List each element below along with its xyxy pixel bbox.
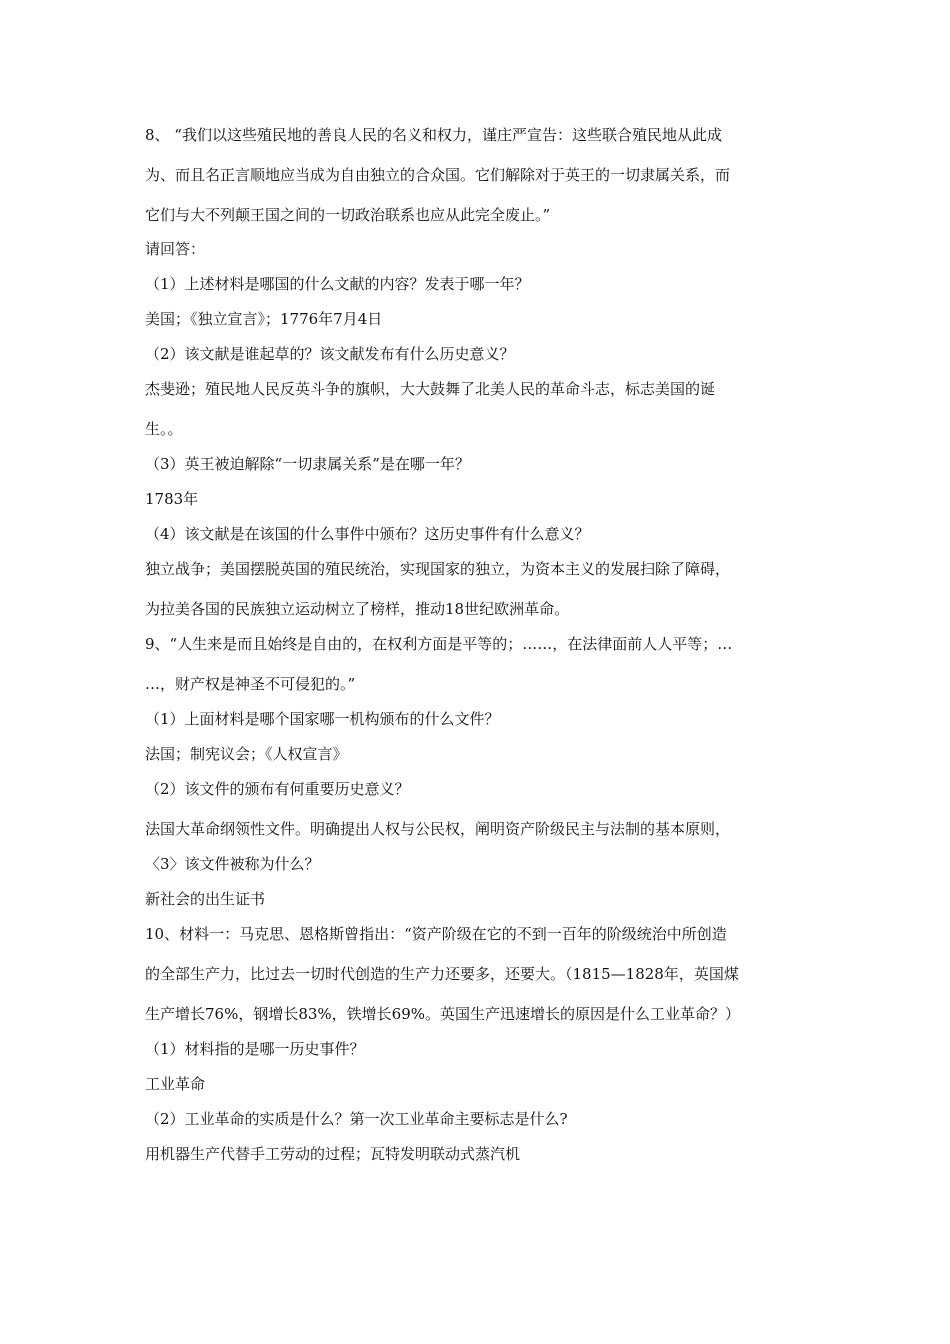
q8-material-line-2: 为、而且名正言顺地应当成为自由独立的合众国。它们解除对于英王的一切隶属关系，而: [145, 166, 731, 184]
q8-sub1-question: （1）上述材料是哪国的什么文献的内容？发表于哪一年？: [145, 275, 530, 293]
q9-sub1-answer: 法国；制宪议会；《人权宣言》: [145, 745, 348, 763]
q10-sub1-question: （1）材料指的是哪一历史事件？: [145, 1040, 365, 1058]
q9-material-line-2: …，财产权是神圣不可侵犯的。”: [145, 675, 356, 693]
q10-sub2-question: （2）工业革命的实质是什么？第一次工业革命主要标志是什么?: [145, 1110, 568, 1128]
q9-sub3-question: 〈3〉该文件被称为什么？: [145, 855, 320, 873]
q8-sub4-answer-line-2: 为拉美各国的民族独立运动树立了榜样，推动18世纪欧洲革命。: [145, 600, 570, 618]
q8-sub2-answer-line-2: 生。。: [145, 420, 183, 438]
q8-material-line-3: 它们与大不列颠王国之间的一切政治联系也应从此完全废止。”: [145, 206, 551, 224]
q9-sub2-question: （2）该文件的颁布有何重要历史意义？: [145, 780, 410, 798]
q9-sub3-answer: 新社会的出生证书: [145, 890, 266, 908]
q8-material-line-1: 8、 “我们以这些殖民地的善良人民的名义和权力，谨庄严宣告：这些联合殖民地从此成: [145, 126, 722, 144]
q10-material-line-3: 生产增长76%，钢增长83%，铁增长69%。英国生产迅速增长的原因是什么工业革命？）: [145, 1005, 741, 1023]
q8-sub2-answer-line-1: 杰斐逊；殖民地人民反英斗争的旗帜，大大鼓舞了北美人民的革命斗志，标志美国的诞: [145, 380, 716, 398]
q8-sub2-question: （2）该文献是谁起草的？该文献发布有什么历史意义？: [145, 345, 515, 363]
q10-sub2-answer: 用机器生产代替手工劳动的过程；瓦特发明联动式蒸汽机: [145, 1145, 521, 1163]
q9-sub2-answer: 法国大革命纲领性文件。明确提出人权与公民权，阐明资产阶级民主与法制的基本原则，: [145, 820, 731, 838]
q8-sub3-question: （3）英王被迫解除“一切隶属关系”是在哪一年？: [145, 455, 470, 473]
q8-sub4-answer-line-1: 独立战争；美国摆脱英国的殖民统治，实现国家的独立，为资本主义的发展扫除了障碍，: [145, 560, 731, 578]
q10-material-line-2: 的全部生产力，比过去一切时代创造的生产力还要多，还要大。（1815—1828年，英国煤: [145, 965, 739, 983]
q9-material-line-1: 9、“人生来是而且始终是自由的，在权利方面是平等的；……，在法律面前人人平等；…: [145, 635, 733, 653]
q10-sub1-answer: 工业革命: [145, 1075, 206, 1093]
q8-sub1-answer: 美国；《独立宣言》；1776年7月4日: [145, 310, 383, 328]
q8-prompt: 请回答：: [145, 240, 206, 258]
q9-sub1-question: （1）上面材料是哪个国家哪一机构颁布的什么文件？: [145, 710, 500, 728]
q8-sub3-answer: 1783年: [145, 490, 199, 508]
q10-material-line-1: 10、材料一：马克思、恩格斯曾指出：“资产阶级在它的不到一百年的阶级统治中所创造: [145, 925, 727, 943]
q8-sub4-question: （4）该文献是在该国的什么事件中颁布？这历史事件有什么意义？: [145, 525, 590, 543]
